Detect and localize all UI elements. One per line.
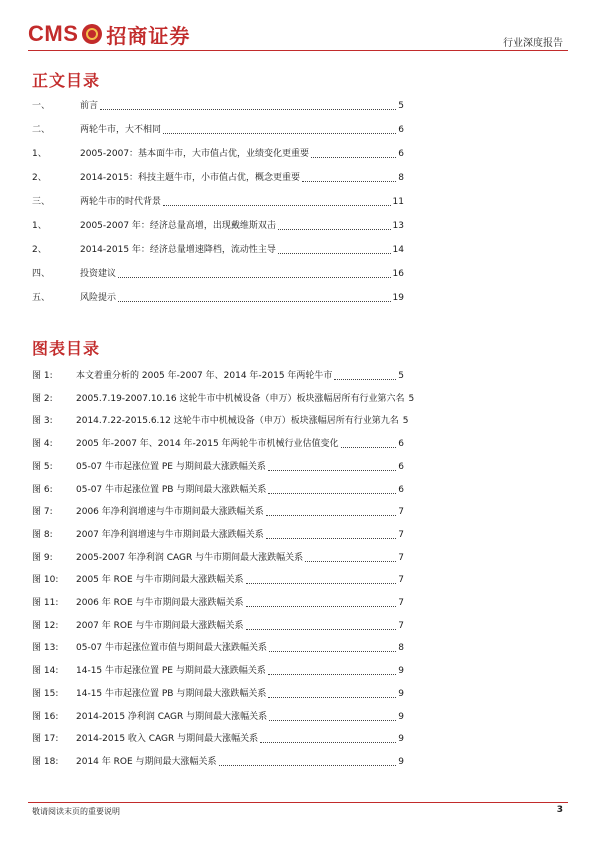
dot-leader bbox=[269, 719, 396, 721]
entry-number: 图 10: bbox=[32, 575, 59, 586]
dot-leader bbox=[268, 492, 396, 494]
entry-number: 图 8: bbox=[32, 529, 53, 540]
entry-title: 本文着重分析的 2005 年-2007 年、2014 年-2015 年两轮牛市 bbox=[76, 371, 333, 381]
entry-title: 05-07 牛市起涨位置市值与期间最大涨跌幅关系 bbox=[76, 643, 268, 654]
dot-leader bbox=[219, 764, 397, 766]
entry-title: 2005.7.19-2007.10.16 这轮牛市中机械设备（申万）板块涨幅居所有行业第六名 bbox=[76, 393, 405, 404]
dot-leader bbox=[334, 378, 396, 380]
figure-entry[interactable] bbox=[32, 393, 415, 405]
figure-entry[interactable] bbox=[32, 711, 404, 723]
figure-entry[interactable] bbox=[32, 733, 404, 745]
figure-entry[interactable] bbox=[32, 461, 404, 473]
figure-list bbox=[32, 370, 415, 780]
entry-page-number: 7 bbox=[398, 575, 404, 586]
entry-number: 图 13: bbox=[32, 643, 59, 654]
entry-number: 图 16: bbox=[32, 711, 59, 722]
figure-entry[interactable] bbox=[32, 620, 404, 632]
entry-number: 图 5: bbox=[32, 461, 53, 472]
entry-page-number: 9 bbox=[398, 756, 404, 767]
toc-entry[interactable] bbox=[32, 172, 404, 184]
dot-leader bbox=[269, 650, 396, 652]
figures-title: 图表目录 bbox=[32, 339, 101, 358]
logo-emblem-icon bbox=[82, 24, 102, 44]
entry-title: 2005-2007 年：经济总量高增，出现戴维斯双击 bbox=[80, 221, 276, 231]
entry-page-number: 6 bbox=[398, 461, 404, 472]
entry-title: 两轮牛市，大不相同 bbox=[80, 125, 162, 135]
report-type-label: 行业深度报告 bbox=[503, 38, 563, 49]
figure-entry[interactable] bbox=[32, 438, 404, 450]
entry-page-number: 5 bbox=[408, 393, 415, 404]
figure-entry[interactable] bbox=[32, 574, 404, 586]
entry-page-number: 13 bbox=[392, 221, 404, 231]
entry-page-number: 8 bbox=[398, 643, 404, 654]
entry-number: 图 6: bbox=[32, 484, 53, 495]
entry-page-number: 6 bbox=[398, 484, 404, 495]
entry-page-number: 11 bbox=[392, 197, 404, 207]
entry-page-number: 19 bbox=[392, 293, 404, 303]
entry-title: 2006 年 ROE 与牛市期间最大涨跌幅关系 bbox=[76, 598, 244, 608]
toc-entry[interactable] bbox=[32, 220, 404, 232]
entry-number: 图 9: bbox=[32, 552, 53, 563]
toc-entry[interactable] bbox=[32, 196, 404, 208]
entry-title: 2014-2015 收入 CAGR 与期间最大涨幅关系 bbox=[76, 734, 259, 745]
page-number: 3 bbox=[556, 805, 563, 815]
entry-page-number: 9 bbox=[398, 734, 404, 745]
logo-latin-text: CMS bbox=[28, 21, 79, 46]
entry-page-number: 6 bbox=[398, 439, 404, 450]
dot-leader bbox=[278, 252, 391, 254]
entry-number: 图 14: bbox=[32, 666, 59, 677]
entry-number: 1、 bbox=[32, 149, 47, 159]
entry-title: 05-07 牛市起涨位置 PE 与期间最大涨跌幅关系 bbox=[76, 461, 266, 472]
entry-title: 14-15 牛市起涨位置 PE 与期间最大涨跌幅关系 bbox=[76, 666, 266, 677]
figure-entry[interactable] bbox=[32, 665, 404, 677]
entry-page-number: 7 bbox=[398, 598, 404, 608]
entry-number: 二、 bbox=[32, 125, 51, 135]
entry-number: 图 11: bbox=[32, 598, 59, 608]
footer-divider bbox=[28, 802, 568, 803]
entry-page-number: 5 bbox=[402, 416, 409, 427]
entry-number: 2、 bbox=[32, 173, 47, 183]
entry-number: 图 12: bbox=[32, 620, 59, 631]
figure-entry[interactable] bbox=[32, 529, 404, 541]
entry-page-number: 16 bbox=[392, 269, 404, 279]
figure-entry[interactable] bbox=[32, 552, 404, 564]
entry-page-number: 5 bbox=[398, 371, 404, 381]
dot-leader bbox=[266, 514, 396, 516]
figure-entry[interactable] bbox=[32, 370, 404, 382]
dot-leader bbox=[246, 628, 397, 630]
figure-entry[interactable] bbox=[32, 484, 404, 496]
entry-title: 2005 年-2007 年、2014 年-2015 年两轮牛市机械行业估值变化 bbox=[76, 439, 339, 450]
entry-title: 2007 年净利润增速与牛市期间最大涨跌幅关系 bbox=[76, 529, 264, 540]
dot-leader bbox=[278, 228, 391, 230]
entry-page-number: 7 bbox=[398, 620, 404, 631]
dot-leader bbox=[260, 741, 396, 743]
entry-page-number: 14 bbox=[392, 245, 404, 255]
toc-entry[interactable] bbox=[32, 100, 404, 112]
entry-title: 2005-2007：基本面牛市，大市值占优，业绩变化更重要 bbox=[80, 149, 310, 159]
entry-title: 2014 年 ROE 与期间最大涨幅关系 bbox=[76, 756, 217, 767]
figure-entry[interactable] bbox=[32, 688, 404, 700]
entry-number: 图 4: bbox=[32, 439, 53, 450]
entry-title: 2005-2007 年净利润 CAGR 与牛市期间最大涨跌幅关系 bbox=[76, 552, 304, 563]
dot-leader bbox=[268, 469, 396, 471]
page-header bbox=[0, 0, 595, 56]
dot-leader bbox=[100, 108, 396, 110]
dot-leader bbox=[246, 605, 397, 607]
entry-title: 2014.7.22-2015.6.12 这轮牛市中机械设备（申万）板块涨幅居所有行业第九名 bbox=[76, 416, 399, 427]
entry-page-number: 9 bbox=[398, 666, 404, 677]
entry-number: 图 7: bbox=[32, 507, 53, 518]
header-divider bbox=[28, 50, 568, 51]
entry-title: 14-15 牛市起涨位置 PB 与期间最大涨跌幅关系 bbox=[76, 688, 267, 699]
entry-page-number: 8 bbox=[398, 173, 404, 183]
dot-leader bbox=[163, 204, 391, 206]
entry-page-number: 7 bbox=[398, 552, 404, 563]
entry-page-number: 9 bbox=[398, 688, 404, 699]
figure-entry[interactable] bbox=[32, 506, 404, 518]
dot-leader bbox=[311, 156, 396, 158]
dot-leader bbox=[163, 132, 396, 134]
toc-entry[interactable] bbox=[32, 268, 404, 280]
entry-title: 风险提示 bbox=[80, 293, 117, 303]
dot-leader bbox=[118, 276, 391, 278]
figure-entry[interactable] bbox=[32, 756, 404, 768]
entry-page-number: 6 bbox=[398, 125, 404, 135]
entry-page-number: 7 bbox=[398, 507, 404, 518]
entry-number: 1、 bbox=[32, 221, 47, 231]
company-logo bbox=[28, 22, 190, 46]
entry-number: 图 15: bbox=[32, 688, 59, 699]
toc-entry[interactable] bbox=[32, 292, 404, 304]
entry-page-number: 7 bbox=[398, 529, 404, 540]
footer-disclaimer: 敬请阅读末页的重要说明 bbox=[32, 807, 120, 816]
entry-title: 05-07 牛市起涨位置 PB 与期间最大涨跌幅关系 bbox=[76, 484, 267, 495]
entry-page-number: 9 bbox=[398, 711, 404, 722]
entry-number: 图 18: bbox=[32, 756, 59, 767]
entry-title: 2007 年 ROE 与牛市期间最大涨跌幅关系 bbox=[76, 620, 244, 631]
entry-title: 2005 年 ROE 与牛市期间最大涨跌幅关系 bbox=[76, 575, 244, 586]
figure-entry[interactable] bbox=[32, 597, 404, 609]
entry-number: 三、 bbox=[32, 197, 51, 207]
logo-chinese-text: 招商证券 bbox=[106, 23, 191, 48]
entry-page-number: 6 bbox=[398, 149, 404, 159]
toc-list bbox=[32, 100, 404, 303]
toc-entry[interactable] bbox=[32, 244, 404, 256]
entry-title: 2014-2015 净利润 CAGR 与期间最大涨幅关系 bbox=[76, 711, 268, 722]
entry-number: 五、 bbox=[32, 293, 51, 303]
entry-number: 四、 bbox=[32, 269, 51, 279]
entry-number: 图 2: bbox=[32, 393, 53, 404]
entry-title: 两轮牛市的时代背景 bbox=[80, 197, 162, 207]
entry-number: 一、 bbox=[32, 101, 51, 111]
dot-leader bbox=[268, 673, 396, 675]
entry-title: 2014-2015 年：经济总量增速降档，流动性主导 bbox=[80, 245, 276, 255]
entry-page-number: 5 bbox=[398, 101, 404, 111]
entry-title: 2006 年净利润增速与牛市期间最大涨跌幅关系 bbox=[76, 507, 264, 518]
toc-entry[interactable] bbox=[32, 148, 404, 160]
dot-leader bbox=[118, 300, 391, 302]
entry-title: 前言 bbox=[80, 101, 99, 111]
entry-number: 图 1: bbox=[32, 371, 53, 381]
dot-leader bbox=[302, 180, 396, 182]
entry-number: 图 3: bbox=[32, 416, 53, 427]
dot-leader bbox=[341, 446, 397, 448]
entry-number: 2、 bbox=[32, 245, 47, 255]
figure-entry[interactable] bbox=[32, 415, 409, 427]
figure-entry[interactable] bbox=[32, 642, 404, 654]
entry-number: 图 17: bbox=[32, 734, 59, 745]
entry-title: 2014-2015：科技主题牛市，小市值占优，概念更重要 bbox=[80, 173, 301, 183]
toc-title: 正文目录 bbox=[32, 71, 101, 90]
dot-leader bbox=[246, 582, 397, 584]
toc-entry[interactable] bbox=[32, 124, 404, 136]
dot-leader bbox=[305, 560, 396, 562]
entry-title: 投资建议 bbox=[80, 269, 117, 279]
dot-leader bbox=[266, 537, 396, 539]
dot-leader bbox=[268, 696, 396, 698]
